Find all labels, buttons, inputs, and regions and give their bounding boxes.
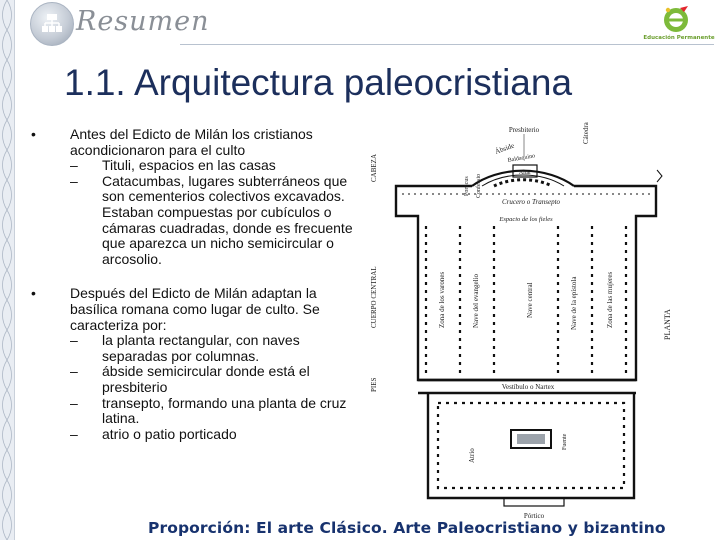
label-abside: Ábside — [493, 141, 516, 156]
basilica-floor-plan — [356, 118, 696, 520]
north-arrow-icon — [657, 170, 662, 182]
label-crucero: Crucero o Transepto — [501, 198, 561, 206]
slide-content — [28, 127, 358, 442]
plan-drawing — [356, 118, 696, 520]
bullet-marker: • — [31, 285, 36, 302]
label-planta: PLANTA — [663, 309, 672, 340]
label-nave: Zona de los varones — [438, 271, 446, 328]
bullet-marker: • — [31, 126, 36, 142]
sub-text: atrio o patio porticado — [102, 425, 237, 442]
sub-text: Catacumbas, lugares subterráneos que son cementerios colectivos excavados. Estaban compuestas por cubículos o cámaras cuadradas, donde es frecuente que aparezca un nicho semicircular o arcosolio. — [102, 172, 353, 267]
sub-item — [70, 158, 358, 174]
sub-text: ábside semicircular donde está el presbiterio — [102, 363, 310, 395]
section-word: Resumen — [76, 6, 210, 37]
border-pattern — [0, 0, 14, 540]
label-portico: Pórtico — [523, 512, 545, 520]
label-nave: Nave de la epístola — [570, 276, 578, 330]
label-nave: Nave del evangelio — [472, 273, 480, 328]
label-altar: Altar — [518, 170, 532, 176]
sub-marker: – — [70, 363, 78, 380]
sub-marker: – — [70, 172, 78, 189]
sub-item — [70, 427, 358, 443]
sub-marker: – — [70, 425, 78, 442]
label-baldaquino: Baldaquino — [507, 153, 536, 164]
sub-item — [70, 333, 358, 364]
sub-text: Tituli, espacios en las casas — [102, 157, 276, 174]
label-nave: Zona de las mujeres — [606, 271, 614, 328]
bullet-text: Después del Edicto de Milán adaptan la basílica romana como lugar de culto. Se caracteriza por: — [70, 285, 320, 333]
label-porticus: Porticus — [464, 176, 470, 196]
bullet-item — [28, 127, 358, 267]
edu-logo-mark-icon — [640, 4, 716, 36]
label-vestibulo: Vestíbulo o Nartex — [501, 383, 555, 391]
left-decorative-border — [0, 0, 15, 540]
bullet-item — [28, 286, 358, 442]
header-divider — [180, 44, 714, 45]
label-nave: Nave central — [526, 282, 534, 318]
sub-item — [70, 364, 358, 395]
sub-item — [70, 174, 358, 268]
sub-text: transepto, formando una planta de cruz latina. — [102, 394, 347, 427]
label-confessio: Confessio — [476, 174, 482, 198]
bullet-text: Antes del Edicto de Milán los cristianos acondicionaron para el culto — [70, 126, 313, 158]
label-catedra: Cátedra — [582, 122, 590, 144]
outer-walls — [396, 186, 656, 498]
home-logo-icon — [30, 2, 74, 46]
sub-marker: – — [70, 394, 78, 411]
label-espacio-fieles: Espacio de los fieles — [499, 216, 553, 223]
slide-title: 1.1. Arquitectura paleocristiana — [64, 62, 573, 103]
spacer — [28, 267, 358, 286]
label-pies: PIES — [370, 377, 378, 392]
label-cuerpo-central: CUERPO CENTRAL — [370, 266, 378, 328]
label-cabeza: CABEZA — [370, 154, 378, 182]
footer-caption: Proporción: El arte Clásico. Arte Paleocristiano y bizantino — [148, 519, 666, 537]
sub-marker: – — [70, 157, 78, 174]
educacion-permanente-logo — [640, 4, 716, 44]
label-atrio: Atrio — [468, 448, 476, 463]
fountain-basin — [517, 434, 545, 444]
sub-marker: – — [70, 332, 78, 349]
sub-text: la planta rectangular, con naves separadas por columnas. — [102, 332, 300, 364]
sub-item — [70, 396, 358, 427]
label-fuente: Fuente — [562, 433, 568, 450]
edu-logo-text: Educación Permanente — [643, 35, 715, 41]
label-presbiterio: Presbiterio — [508, 126, 540, 134]
